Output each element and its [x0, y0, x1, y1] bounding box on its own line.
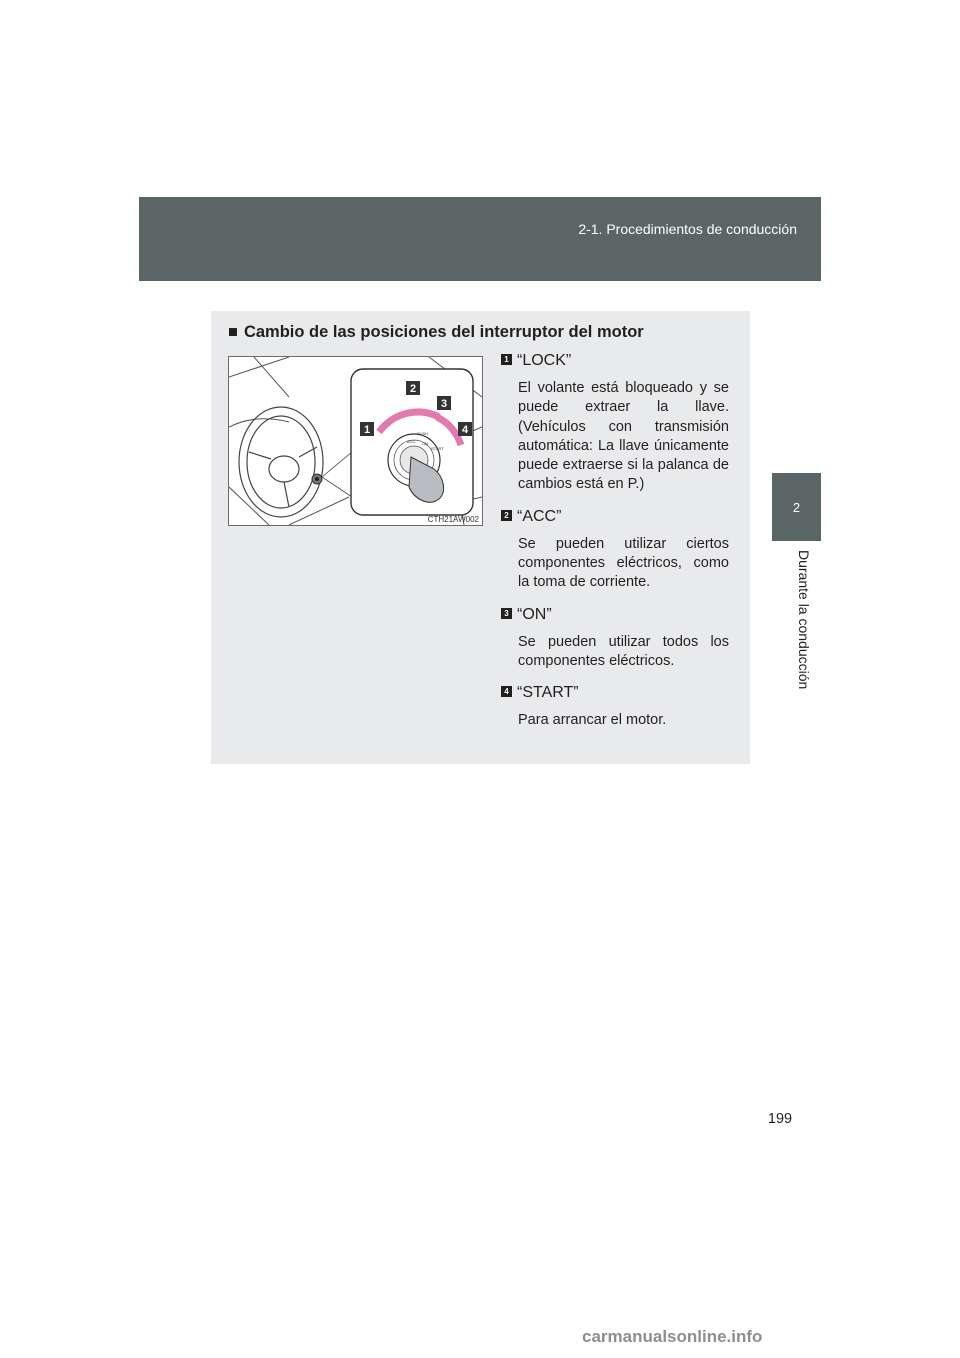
list-item [501, 507, 729, 593]
section-breadcrumb: 2-1. Procedimientos de conducción [578, 221, 797, 237]
ignition-illustration [228, 356, 483, 526]
section-title [228, 323, 644, 342]
switch-position-list [501, 351, 729, 743]
list-item [501, 351, 729, 495]
switch-label-on: ON [422, 441, 428, 446]
section-title-text: Cambio de las posiciones del interruptor del motor [243, 323, 644, 341]
item-description: El volante está bloqueado y se puede extraer la llave. (Vehículos con transmisión automática: La llave únicamente puede extraerse si la palanca de cambios está en P.) [518, 380, 729, 493]
switch-label-start: START [431, 446, 444, 451]
callout-4: 4 [461, 424, 469, 436]
square-bullet-icon: ■ [228, 323, 238, 341]
callout-3: 3 [440, 398, 448, 410]
number-badge: 4 [501, 686, 512, 697]
page-number: 199 [767, 1111, 793, 1127]
item-title: “LOCK” [517, 352, 572, 369]
figure-code: CTH21AW002 [427, 515, 479, 524]
item-title: “ON” [517, 605, 552, 623]
chapter-tab-label: Durante la conducción [796, 550, 812, 690]
callout-1: 1 [363, 424, 371, 436]
switch-label-push: PUSH [417, 431, 429, 436]
list-item [501, 683, 729, 730]
item-title: “ACC” [517, 507, 562, 525]
number-badge: 3 [501, 608, 512, 619]
number-badge: 2 [501, 510, 512, 521]
item-description: Para arrancar el motor. [518, 712, 667, 729]
list-item [501, 605, 729, 672]
item-description: Se pueden utilizar todos los componentes eléctricos. [518, 633, 729, 669]
header-band [139, 197, 821, 281]
number-badge: 1 [501, 354, 512, 365]
ignition-drawing [229, 357, 482, 525]
item-title: “START” [517, 684, 579, 702]
switch-label-acc: ACC [407, 439, 416, 444]
content-panel [211, 311, 750, 764]
chapter-tab-number: 2 [772, 473, 821, 541]
callout-2: 2 [409, 383, 417, 395]
item-description: Se pueden utilizar ciertos componentes eléctricos, como la toma de corriente. [518, 535, 729, 591]
watermark: carmanualsonline.info [582, 1327, 763, 1346]
